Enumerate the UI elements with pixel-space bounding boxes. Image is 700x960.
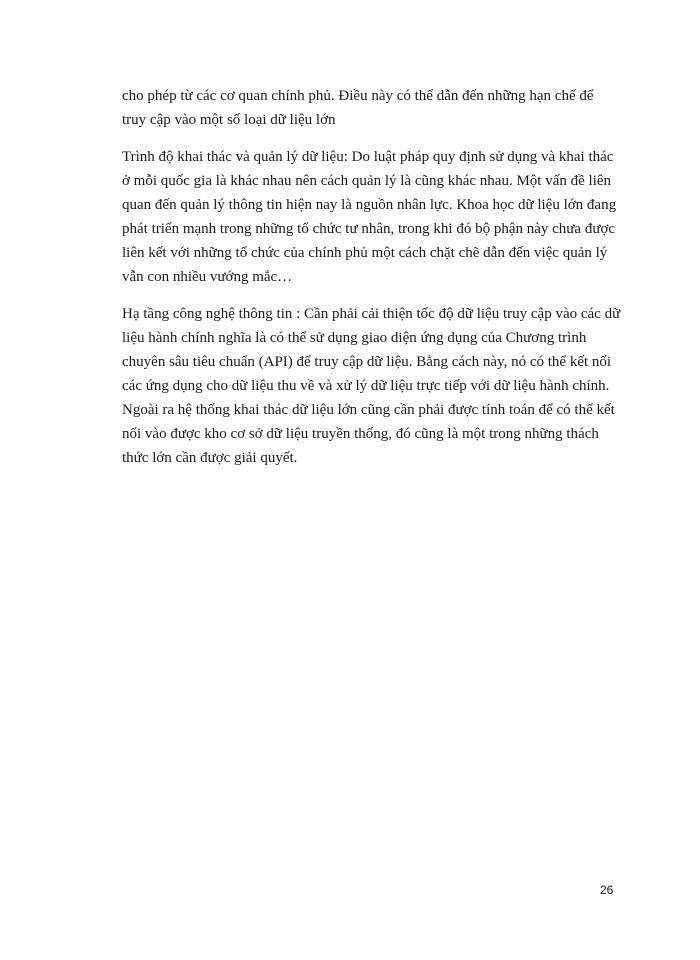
text-line: liên kết với những tổ chức của chính phủ một cách chặt chẽ dẫn đến việc quản lý xyxy=(122,245,608,261)
text-line: ở mỗi quốc gia là khác nhau nên cách quản lý là cũng khác nhau. Một vấn đề liên xyxy=(122,173,612,189)
text-line: chuyên sâu tiêu chuẩn (API) để truy cập dữ liệu. Bằng cách này, nó có thể kết nối xyxy=(122,354,612,370)
paragraph-it-infrastructure xyxy=(122,302,622,470)
text-line: phát triển mạnh trong những tổ chức tư nhân, trong khi đó bộ phận này chưa được xyxy=(122,221,616,237)
text-line: liệu hành chính nghĩa là có thể sử dụng giao diện ứng dụng của Chương trình xyxy=(122,330,587,346)
text-line: nối vào được kho cơ sở dữ liệu truyền thống, đó cũng là một trong những thách xyxy=(122,426,599,442)
text-line: truy cập vào một số loại dữ liệu lớn xyxy=(122,112,336,128)
paragraph-access-restrictions xyxy=(122,84,622,132)
page-number: 26 xyxy=(600,883,614,897)
text-line: vẫn con nhiều vướng mắc… xyxy=(122,269,293,285)
text-line: thức lớn cần được giải quyết. xyxy=(122,450,298,466)
text-line: Trình độ khai thác và quản lý dữ liệu: Do luật pháp quy định sử dụng và khai thác xyxy=(122,149,614,165)
text-line: Hạ tầng công nghệ thông tin : Cần phải cải thiện tốc độ dữ liệu truy cập vào các dữ xyxy=(122,306,621,322)
paragraph-data-management xyxy=(122,145,622,289)
text-line: các ứng dụng cho dữ liệu thu về và xử lý dữ liệu trực tiếp với dữ liệu hành chính. xyxy=(122,378,610,394)
page-body xyxy=(122,84,622,483)
text-line: Ngoài ra hệ thống khai thác dữ liệu lớn cũng cần phải được tính toán để có thể kết xyxy=(122,402,615,418)
text-line: cho phép từ các cơ quan chính phủ. Điều này có thể dẫn đến những hạn chế để xyxy=(122,88,594,104)
text-line: quan đến quản lý thông tin hiện nay là nguồn nhân lực. Khoa học dữ liệu lớn đang xyxy=(122,197,617,213)
